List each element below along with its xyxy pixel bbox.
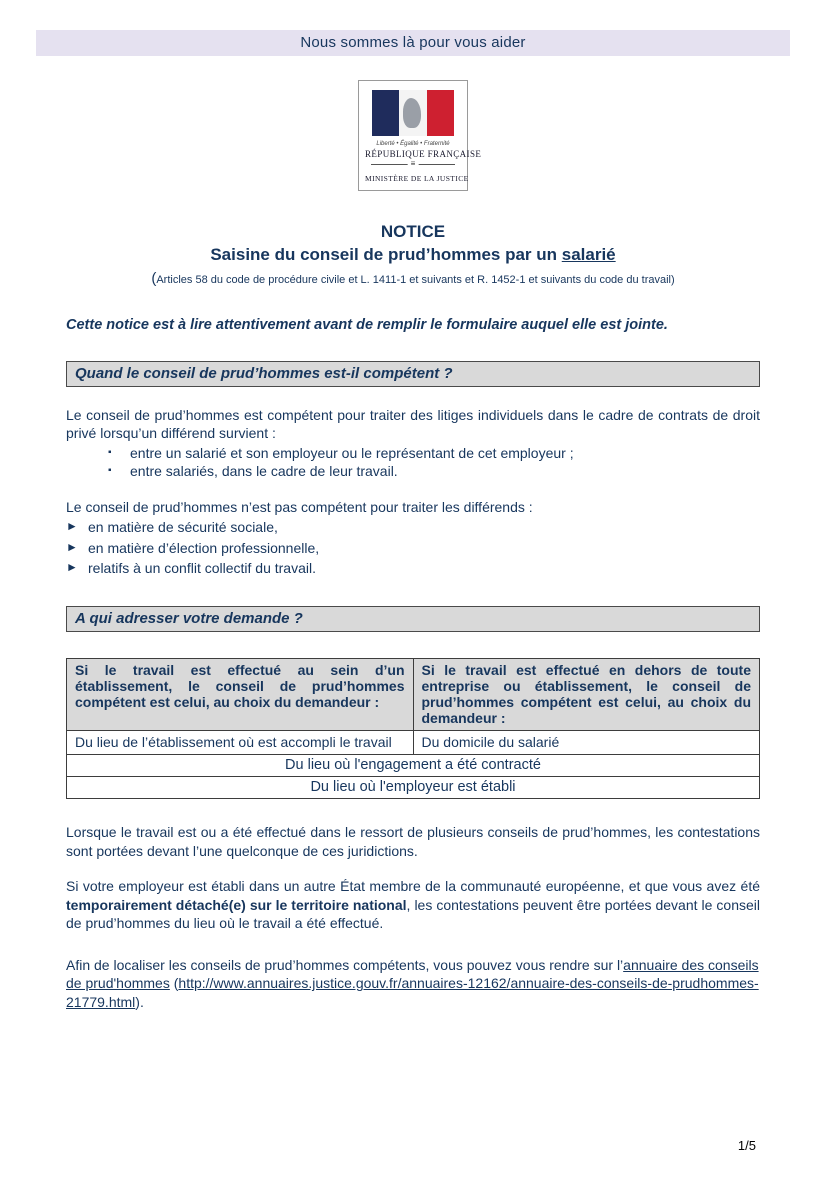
table-header-left: Si le travail est effectué au sein d’un établissement, le conseil de prud’hommes compétent est celui, au choix du demandeur : [67,659,414,731]
square-bullet-icon: ▪ [108,465,112,477]
list-item-text: entre un salarié et son employeur ou le représentant de cet employeur ; [130,444,574,461]
logo-motto: Liberté • Égalité • Fraternité [376,141,450,147]
paragraph-annuaire [66,956,760,1011]
intro-note: Cette notice est à lire attentivement avant de remplir le formulaire auquel elle est jointe. [66,317,668,333]
list-item-text: en matière d’élection professionnelle, [88,539,320,556]
table-header-row [67,659,760,731]
paragraph-non-competence-intro: Le conseil de prud’hommes n’est pas compétent pour traiter les différends : [66,498,533,515]
section-heading-demande: A qui adresser votre demande ? [66,606,760,632]
logo-divider [371,159,455,172]
list-item-text: relatifs à un conflit collectif du travail. [88,559,316,576]
square-bullet-icon: ▪ [108,446,112,458]
table-header-right: Si le travail est effectué en dehors de toute entreprise ou établissement, le conseil de prud’hommes compétent est celui, au choix du demandeur : [413,659,760,731]
legal-references-text: Articles 58 du code de procédure civile et L. 1411-1 et suivants et R. 1452-1 et suivants du code du travail) [156,274,675,286]
list-item [66,558,760,578]
document-title-prefix: Saisine du conseil de prud’hommes par un [210,245,562,264]
paragraph-detachement-part1: Si votre employeur est établi dans un autre État membre de la communauté européenne, et que vous avez été [66,878,760,895]
flag-blue-stripe [372,90,399,136]
list-item [66,444,760,462]
paragraph-detachement-bold: temporairement détaché(e) sur le territoire national [66,896,407,913]
document-page [0,30,826,1199]
marianne-silhouette-icon [403,98,421,128]
logo-divider-glyph: ≡ [408,159,419,169]
non-competence-list [66,517,760,578]
legal-references-paren: ( [151,270,157,287]
notice-title: NOTICE [380,222,446,241]
list-item [66,462,760,480]
table-row [67,755,760,777]
paragraph-annuaire-part2: ( [169,975,179,992]
flag-red-stripe [427,90,454,136]
flag-white-stripe [399,90,426,136]
annuaire-url-link[interactable]: http://www.annuaires.justice.gouv.fr/annuaires-12162/annuaire-des-conseils-de-prudhommes-21779.html [66,975,759,1010]
paragraph-annuaire-part3: ). [135,993,144,1010]
paragraph-detachement-part2: , les contestations peuvent être portées devant le conseil de prud’hommes du lieu où le travail a été effectué. [66,896,760,932]
ministry-logo [358,80,482,191]
help-banner [36,30,790,56]
paragraph-detachement [66,877,760,932]
list-item [66,538,760,558]
list-item-text: entre salariés, dans le cadre de leur travail. [130,463,398,480]
table-row [67,777,760,799]
arrow-bullet-icon: ► [66,559,78,574]
table-cell-right: Du domicile du salarié [413,731,760,755]
help-banner-text: Nous sommes là pour vous aider [300,34,526,51]
section-heading-competence: Quand le conseil de prud’hommes est-il compétent ? [66,361,760,387]
competence-bullet-list [66,444,760,481]
list-item-text: en matière de sécurité sociale, [88,519,278,536]
arrow-bullet-icon: ► [66,539,78,554]
document-title [0,243,826,267]
table-row-engagement: Du lieu où l'engagement a été contracté [67,755,760,777]
table-row-employeur: Du lieu où l'employeur est établi [67,777,760,799]
logo-ministry-name: MINISTÈRE DE LA JUSTICE [365,174,469,183]
competence-table [66,658,760,799]
table-cell-left: Du lieu de l’établissement où est accompli le travail [67,731,414,755]
list-item [66,517,760,537]
arrow-bullet-icon: ► [66,519,78,534]
paragraph-plusieurs-conseils: Lorsque le travail est ou a été effectué dans le ressort de plusieurs conseils de prud’hommes, les contestations sont portées devant l’une quelconque de ces juridictions. [66,824,760,859]
document-content [66,317,760,1011]
annuaire-link[interactable]: annuaire des conseils de prud'hommes [66,956,759,992]
page-number: 1/5 [737,1138,756,1153]
logo-republic-name: RÉPUBLIQUE FRANÇAISE [365,149,482,159]
paragraph-annuaire-part1: Afin de localiser les conseils de prud’hommes compétents, vous pouvez vous rendre sur l’ [66,956,624,973]
paragraph-competence-intro: Le conseil de prud’hommes est compétent pour traiter des litiges individuels dans le cadre de contrats de droit privé lorsqu’un différend survient : [66,407,760,442]
legal-references [0,270,826,287]
table-row [67,731,760,755]
french-flag-icon [372,90,454,136]
document-title-underlined: salarié [561,245,616,264]
title-block [0,221,826,287]
